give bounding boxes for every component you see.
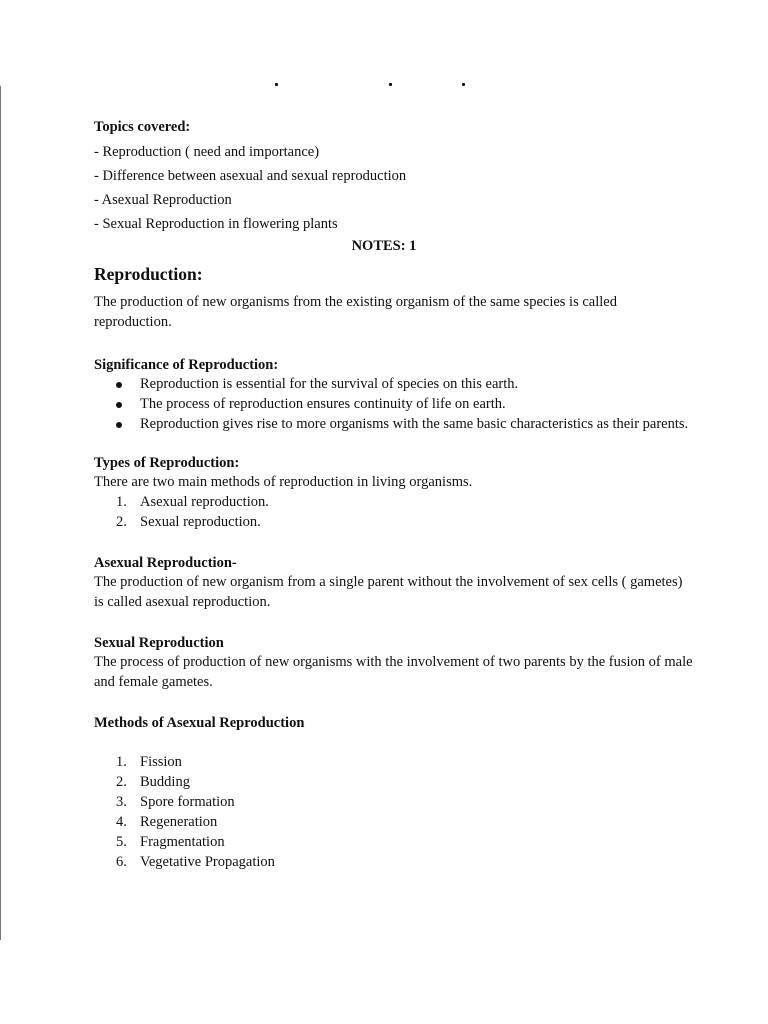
topic-item: - Sexual Reproduction in flowering plants [94,216,338,232]
types-heading: Types of Reproduction: [94,455,240,471]
document-body [94,118,694,872]
list-text: Budding [140,774,190,790]
topics-heading: Topics covered: [94,119,191,135]
sexual-section [94,634,694,692]
list-item: Reproduction is essential for the survival of species on this earth. [94,374,694,394]
list-number: 4. [116,814,127,830]
notes-label: NOTES: 1 [351,238,417,254]
list-item [94,772,694,792]
cropped-title-remnant [0,76,768,90]
list-text: Fission [140,754,182,770]
asexual-section [94,554,694,612]
list-number: 1. [116,494,127,510]
list-text: Spore formation [140,794,235,810]
page-left-edge [0,86,1,940]
list-number: 2. [116,774,127,790]
sexual-heading: Sexual Reproduction [94,635,224,651]
methods-list [94,752,694,872]
sexual-text: The process of production of new organisms with the involvement of two parents by the fusion of male and female gametes. [94,654,693,690]
significance-list [94,374,694,434]
list-number: 3. [116,794,127,810]
list-item [94,812,694,832]
topic-item: - Difference between asexual and sexual reproduction [94,168,407,184]
reproduction-definition: The production of new organisms from the existing organism of the same species is called reproduction. [94,294,617,330]
list-text: Regeneration [140,814,218,830]
topics-section [94,118,694,236]
types-list [94,492,694,532]
list-item [94,512,694,532]
list-item: The process of reproduction ensures continuity of life on earth. [94,394,694,414]
list-text: Vegetative Propagation [140,854,275,870]
methods-heading: Methods of Asexual Reproduction [94,715,305,731]
list-item [94,492,694,512]
significance-heading: Significance of Reproduction: [94,357,279,373]
list-number: 2. [116,514,127,530]
list-item [94,852,694,872]
list-text: Fragmentation [140,834,225,850]
types-intro: There are two main methods of reproduction in living organisms. [94,474,473,490]
list-number: 6. [116,854,127,870]
list-number: 1. [116,754,127,770]
list-item: Reproduction gives rise to more organisms with the same basic characteristics as their parents. [94,414,694,434]
significance-section [94,356,694,434]
list-item [94,832,694,852]
topic-item: - Asexual Reproduction [94,192,232,208]
reproduction-title: Reproduction: [94,264,203,284]
types-section [94,454,694,532]
topic-item: - Reproduction ( need and importance) [94,144,320,160]
list-item [94,792,694,812]
list-number: 5. [116,834,127,850]
list-text: Sexual reproduction. [140,514,261,530]
asexual-heading: Asexual Reproduction- [94,555,237,571]
methods-section [94,714,694,872]
asexual-text: The production of new organism from a single parent without the involvement of sex cells ( gametes) is called asexual reproduction. [94,574,683,610]
list-item [94,752,694,772]
list-text: Asexual reproduction. [140,494,269,510]
